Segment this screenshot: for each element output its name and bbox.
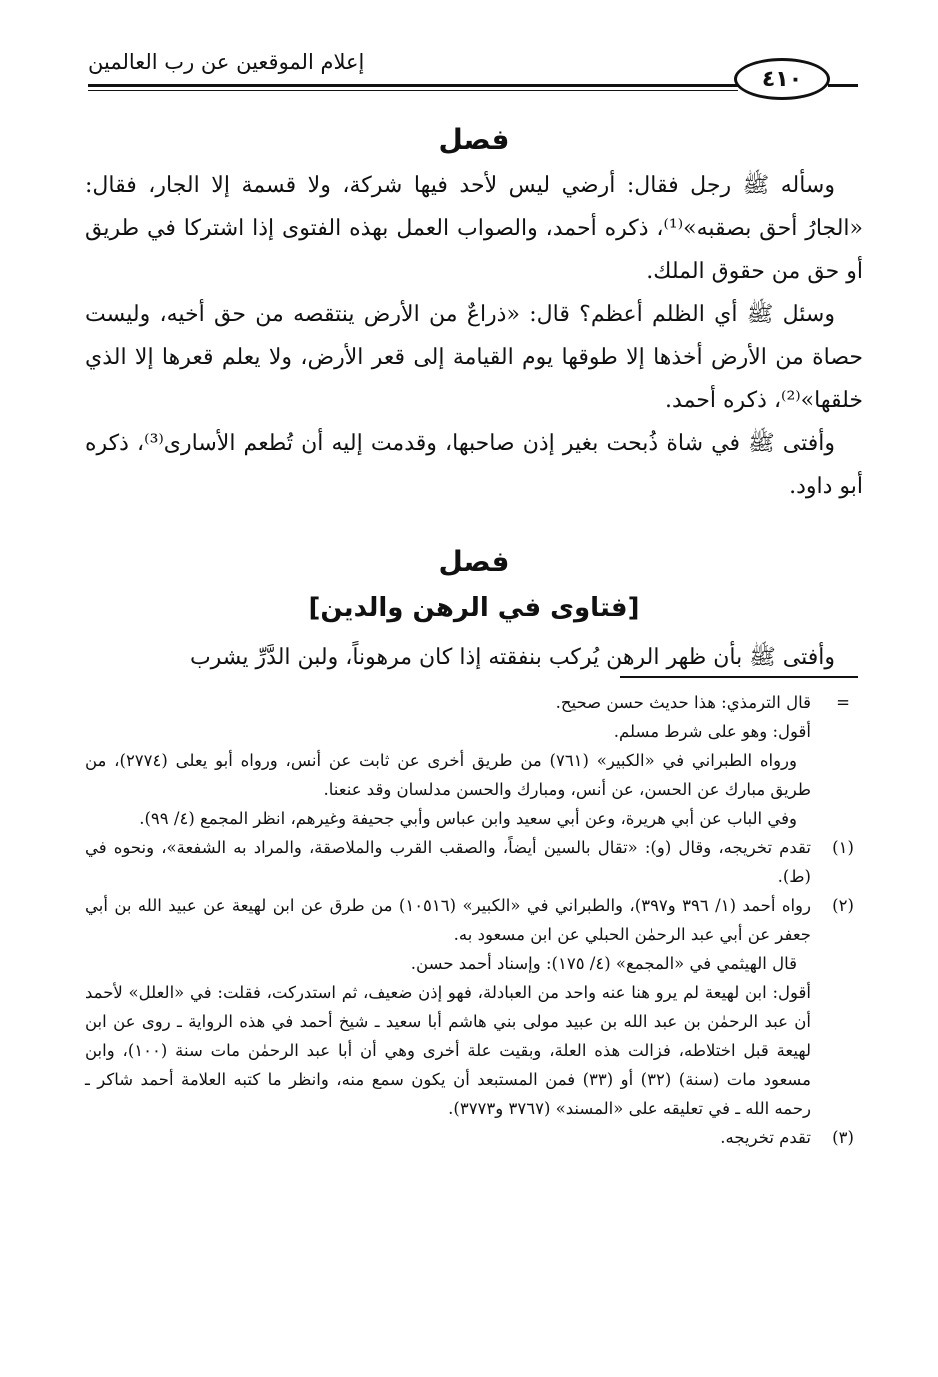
footnote-marker: (٣) [832,1128,854,1147]
footnote-continuation [85,688,863,833]
footnote-line: وفي الباب عن أبي هريرة، وعن أبي سعيد وابن عباس وأبي جحيفة وغيرهم، انظر المجمع (٤/ ٩٩). [139,809,797,828]
footnote-line: قال الهيثمي في «المجمع» (٤/ ١٧٥): وإسناد أحمد حسن. [410,954,797,973]
header-rule-thin [88,90,738,91]
footnote-item [85,833,863,891]
footnote-line: أقول: ابن لهيعة لم يرو هنا عنه واحد من العبادلة، فهو إذن ضعيف، ثم استدركت، فقلت: في «العلل» لأحمد أن عبد الرحمٰن بن عبد الله بن عبيد مولى بني هاشم أبا سعيد ـ شيخ أحمد في هذه الرواية ـ روى عن ابن لهيعة قبل اختلاطه، فزالت هذه العلة، وبقيت علة أخرى وهي أن أبا عبد الرحمٰن مات سنة (١٠٠)، وابن مسعود مات (سنة) (٣٢) أو (٣٣) فمن المستبعد أن يكون سمع منه، وانظر ما كتبه العلامة أحمد شاكر ـ رحمه الله ـ في تعليقه على «المسند» (٣٧٦٧ و٣٧٧٣). [85,983,811,1118]
main-text [85,120,863,679]
section-subheading: [فتاوى في الرهن والدين] [308,593,640,623]
page-header [88,40,858,100]
footnote-marker: (٢) [832,896,854,915]
footnotes [85,688,863,1152]
running-title: إعلام الموقعين عن رب العالمين [88,50,365,74]
section-heading: فصل [438,123,510,156]
footnote-line: تقدم تخريجه، وقال (و): «تقال بالسين أيضاً، والصقب القرب والملاصقة، والمراد به الشفعة»، ونحوه في (ط). [85,838,811,886]
header-rule [88,84,738,87]
paragraph: وسأله ﷺ رجل فقال: أرضي ليس لأحد فيها شركة، ولا قسمة إلا الجار، فقال: «الجارُ أحق بصقبه»⁽¹⁾، ذكره أحمد، والصواب العمل بهذه الفتوى إذا اشتركا في طريق أو حق من حقوق الملك. [85,173,863,284]
footnote-line: قال الترمذي: هذا حديث حسن صحيح. [555,693,811,712]
paragraph: وسئل ﷺ أي الظلم أعظم؟ قال: «ذراعٌ من الأرض ينتقصه من حق أخيه، وليست حصاة من الأرض أخذها إلا طوقها يوم القيامة إلى قعر الأرض، ولا يعلم قعرها إلا الذي خلقها»⁽²⁾، ذكره أحمد. [85,302,863,413]
page-number: ٤١٠ [734,58,830,100]
footnote-line: ورواه الطبراني في «الكبير» (٧٦١) من طريق أخرى عن ثابت عن أنس، ورواه أبو يعلى (٢٧٧٤)، من طريق مبارك عن الحسن، عن أنس، ومبارك والحسن مدلسان وقد عنعنا. [85,751,811,799]
footnote-item [85,891,863,1123]
paragraph: وأفتى ﷺ في شاة ذُبحت بغير إذن صاحبها، وقدمت إليه أن تُطعم الأسارى⁽³⁾، ذكره أبو داود. [85,431,863,499]
footnote-line: تقدم تخريجه. [720,1128,811,1147]
footnote-marker: (١) [832,838,854,857]
footnote-item [85,1123,863,1152]
paragraph: وأفتى ﷺ بأن ظهر الرهن يُركب بنفقته إذا كان مرهوناً، ولبن الدَّرِّ يشرب [189,645,835,670]
section-heading: فصل [438,545,510,578]
footnote-rule [620,676,858,678]
footnote-marker: = [836,693,850,712]
footnote-line: أقول: وهو على شرط مسلم. [613,722,811,741]
header-rule-right [828,84,858,87]
footnote-line: رواه أحمد (١/ ٣٩٦ و٣٩٧)، والطبراني في «الكبير» (١٠٥١٦) من طرق عن ابن لهيعة عن عبيد الله بن أبي جعفر عن أبي عبد الرحمٰن الحبلي عن ابن مسعود به. [85,896,811,944]
